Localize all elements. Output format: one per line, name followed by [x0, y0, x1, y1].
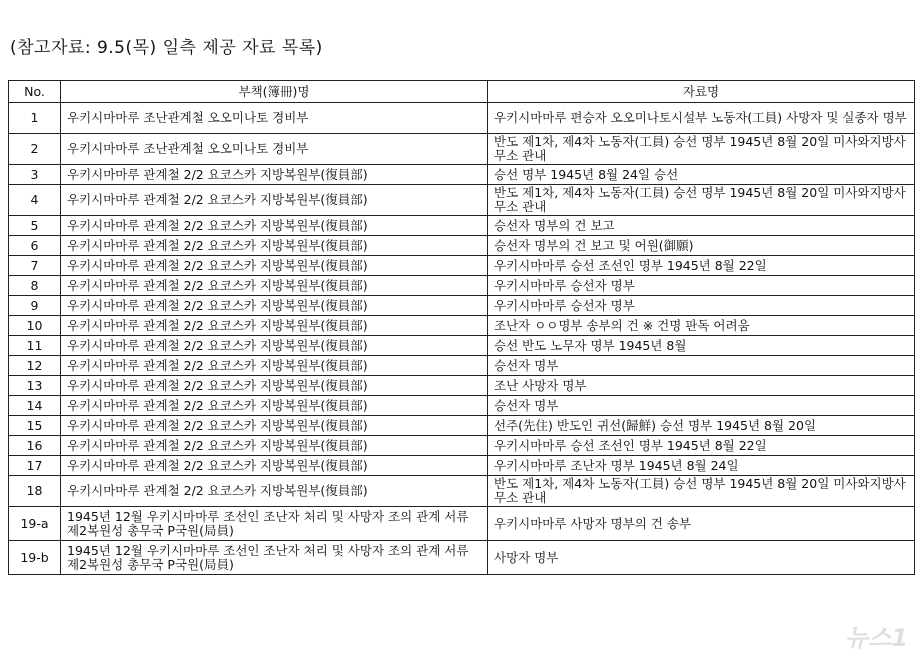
- row-number: [9, 276, 61, 296]
- book-name-cell: [61, 296, 488, 316]
- book-name-cell-text: 우키시마마루 관계철 2/2 요코스카 지방복원부(復員部): [67, 278, 368, 293]
- document-name-cell: [488, 507, 915, 541]
- row-number: [9, 134, 61, 165]
- row-number: [9, 507, 61, 541]
- row-number: [9, 316, 61, 336]
- book-name-cell: [61, 316, 488, 336]
- table-row: [9, 256, 915, 276]
- table-row: [9, 507, 915, 541]
- row-number-text: 14: [26, 398, 43, 413]
- row-number: [9, 296, 61, 316]
- table-row: [9, 316, 915, 336]
- document-name-cell: [488, 103, 915, 134]
- row-number: [9, 436, 61, 456]
- table-row: [9, 416, 915, 436]
- book-name-cell-text: 우키시마마루 조난관계철 오오미나토 경비부: [67, 111, 309, 125]
- row-number: [9, 456, 61, 476]
- table-row: [9, 376, 915, 396]
- document-name-cell-text: 승선 명부 1945년 8월 24일 승선: [494, 167, 679, 182]
- book-name-cell: [61, 185, 488, 216]
- document-list-table: [8, 80, 915, 575]
- row-number-text: 9: [30, 298, 39, 313]
- book-name-cell-text: 우키시마마루 관계철 2/2 요코스카 지방복원부(復員部): [67, 218, 368, 233]
- document-name-cell: [488, 541, 915, 575]
- row-number-text: 7: [30, 258, 39, 273]
- row-number: [9, 356, 61, 376]
- book-name-cell-text: 우키시마마루 관계철 2/2 요코스카 지방복원부(復員部): [67, 238, 368, 253]
- row-number: [9, 236, 61, 256]
- row-number: [9, 376, 61, 396]
- document-name-cell: [488, 436, 915, 456]
- book-name-cell: [61, 103, 488, 134]
- document-name-cell: [488, 256, 915, 276]
- row-number: [9, 185, 61, 216]
- document-name-cell-text: 승선자 명부의 건 보고: [494, 218, 615, 233]
- table-row: [9, 396, 915, 416]
- row-number-text: 18: [26, 484, 43, 498]
- book-name-cell-text: 우키시마마루 관계철 2/2 요코스카 지방복원부(復員部): [67, 358, 368, 373]
- table-row: [9, 134, 915, 165]
- table-row: [9, 356, 915, 376]
- row-number-text: 19-a: [20, 516, 49, 531]
- book-name-cell-text: 우키시마마루 관계철 2/2 요코스카 지방복원부(復員部): [67, 258, 368, 273]
- book-name-cell: [61, 165, 488, 185]
- row-number-text: 12: [26, 358, 43, 373]
- row-number-text: 19-b: [20, 550, 49, 565]
- row-number-text: 10: [26, 318, 43, 333]
- book-name-cell: [61, 541, 488, 575]
- row-number: [9, 416, 61, 436]
- document-name-cell-text: 승선 반도 노무자 명부 1945년 8월: [494, 338, 687, 353]
- row-number: [9, 476, 61, 507]
- document-name-cell: [488, 396, 915, 416]
- table-row: [9, 456, 915, 476]
- document-name-cell-text: 승선자 명부의 건 보고 및 어원(御願): [494, 238, 694, 253]
- document-name-cell: [488, 316, 915, 336]
- book-name-cell-text: 1945년 12월 우키시마마루 조선인 조난자 처리 및 사망자 조의 관계 서류 제2복원성 총무국 P국원(局員): [67, 543, 469, 572]
- header-no: No.: [9, 81, 61, 103]
- book-name-cell-text: 우키시마마루 관계철 2/2 요코스카 지방복원부(復員部): [67, 378, 368, 393]
- row-number-text: 3: [30, 167, 39, 182]
- book-name-cell: [61, 216, 488, 236]
- document-name-cell-text: 사망자 명부: [494, 550, 559, 565]
- table-row: [9, 165, 915, 185]
- document-name-cell-text: 승선자 명부: [494, 358, 559, 373]
- document-name-cell: [488, 416, 915, 436]
- book-name-cell-text: 우키시마마루 관계철 2/2 요코스카 지방복원부(復員部): [67, 458, 368, 473]
- row-number: [9, 336, 61, 356]
- table-row: [9, 276, 915, 296]
- document-name-cell: [488, 236, 915, 256]
- row-number-text: 13: [26, 378, 43, 393]
- row-number: [9, 216, 61, 236]
- row-number: [9, 541, 61, 575]
- row-number-text: 8: [30, 278, 39, 293]
- document-name-cell: [488, 456, 915, 476]
- row-number-text: 5: [30, 218, 39, 233]
- book-name-cell: [61, 507, 488, 541]
- row-number: [9, 103, 61, 134]
- row-number: [9, 256, 61, 276]
- book-name-cell: [61, 256, 488, 276]
- table-row: [9, 236, 915, 256]
- book-name-cell: [61, 456, 488, 476]
- document-name-cell: [488, 165, 915, 185]
- row-number: [9, 165, 61, 185]
- book-name-cell: [61, 396, 488, 416]
- document-name-cell: [488, 476, 915, 507]
- book-name-cell-text: 우키시마마루 관계철 2/2 요코스카 지방복원부(復員部): [67, 338, 368, 353]
- table-row: [9, 476, 915, 507]
- book-name-cell: [61, 356, 488, 376]
- document-name-cell-text: 우키시마마루 편승자 오오미나토시설부 노동자(工員) 사망자 및 실종자 명부: [494, 111, 907, 125]
- document-name-cell-text: 반도 제1차, 제4차 노동자(工員) 승선 명부 1945년 8월 20일 미사와지방사무소 관내: [494, 135, 906, 163]
- document-name-cell: [488, 376, 915, 396]
- book-name-cell: [61, 376, 488, 396]
- document-name-cell-text: 우키시마마루 조난자 명부 1945년 8월 24일: [494, 458, 739, 473]
- book-name-cell: [61, 134, 488, 165]
- row-number-text: 17: [26, 458, 43, 473]
- document-name-cell: [488, 185, 915, 216]
- document-name-cell: [488, 134, 915, 165]
- table-row: [9, 185, 915, 216]
- book-name-cell-text: 우키시마마루 관계철 2/2 요코스카 지방복원부(復員部): [67, 484, 368, 498]
- row-number-text: 1: [30, 111, 39, 125]
- book-name-cell: [61, 336, 488, 356]
- row-number-text: 15: [26, 418, 43, 433]
- table-header-row: [9, 81, 915, 103]
- book-name-cell-text: 우키시마마루 관계철 2/2 요코스카 지방복원부(復員部): [67, 438, 368, 453]
- document-name-cell-text: 우키시마마루 승선 조선인 명부 1945년 8월 22일: [494, 258, 767, 273]
- book-name-cell: [61, 476, 488, 507]
- row-number-text: 11: [26, 338, 43, 353]
- document-name-cell-text: 반도 제1차, 제4차 노동자(工員) 승선 명부 1945년 8월 20일 미사와지방사무소 관내: [494, 186, 906, 214]
- document-name-cell-text: 조난자 ㅇㅇ명부 송부의 건 ※ 건명 판독 어려움: [494, 318, 750, 333]
- table-row: [9, 336, 915, 356]
- table-row: [9, 541, 915, 575]
- book-name-cell-text: 우키시마마루 관계철 2/2 요코스카 지방복원부(復員部): [67, 398, 368, 413]
- document-name-cell: [488, 216, 915, 236]
- table-row: [9, 216, 915, 236]
- table-row: [9, 103, 915, 134]
- document-name-cell-text: 우키시마마루 승선 조선인 명부 1945년 8월 22일: [494, 438, 767, 453]
- news1-watermark-logo: 뉴스1: [844, 624, 908, 652]
- row-number-text: 4: [30, 193, 39, 207]
- page-title: (참고자료: 9.5(목) 일측 제공 자료 목록): [10, 38, 323, 58]
- book-name-cell-text: 우키시마마루 관계철 2/2 요코스카 지방복원부(復員部): [67, 193, 368, 207]
- header-document-name: 자료명: [488, 81, 915, 103]
- row-number-text: 2: [30, 142, 39, 156]
- row-number-text: 6: [30, 238, 39, 253]
- document-name-cell-text: 선주(先住) 반도인 귀선(歸鮮) 승선 명부 1945년 8월 20일: [494, 418, 817, 433]
- document-name-cell-text: 우키시마마루 사망자 명부의 건 송부: [494, 516, 692, 531]
- book-name-cell: [61, 276, 488, 296]
- book-name-cell-text: 1945년 12월 우키시마마루 조선인 조난자 처리 및 사망자 조의 관계 서류 제2복원성 총무국 P국원(局員): [67, 509, 469, 538]
- row-number: [9, 396, 61, 416]
- book-name-cell-text: 우키시마마루 관계철 2/2 요코스카 지방복원부(復員部): [67, 318, 368, 333]
- document-name-cell-text: 우키시마마루 승선자 명부: [494, 278, 635, 293]
- header-book-name: 부책(簿冊)명: [61, 81, 488, 103]
- book-name-cell: [61, 236, 488, 256]
- document-name-cell-text: 승선자 명부: [494, 398, 559, 413]
- document-name-cell-text: 반도 제1차, 제4차 노동자(工員) 승선 명부 1945년 8월 20일 미사와지방사무소 관내: [494, 477, 906, 505]
- book-name-cell-text: 우키시마마루 조난관계철 오오미나토 경비부: [67, 142, 309, 156]
- table-row: [9, 436, 915, 456]
- book-name-cell-text: 우키시마마루 관계철 2/2 요코스카 지방복원부(復員部): [67, 167, 368, 182]
- book-name-cell-text: 우키시마마루 관계철 2/2 요코스카 지방복원부(復員部): [67, 418, 368, 433]
- document-name-cell-text: 우키시마마루 승선자 명부: [494, 298, 635, 313]
- book-name-cell: [61, 436, 488, 456]
- document-name-cell-text: 조난 사망자 명부: [494, 378, 587, 393]
- book-name-cell-text: 우키시마마루 관계철 2/2 요코스카 지방복원부(復員部): [67, 298, 368, 313]
- document-name-cell: [488, 336, 915, 356]
- table-row: [9, 296, 915, 316]
- document-name-cell: [488, 296, 915, 316]
- row-number-text: 16: [26, 438, 43, 453]
- document-name-cell: [488, 356, 915, 376]
- book-name-cell: [61, 416, 488, 436]
- document-name-cell: [488, 276, 915, 296]
